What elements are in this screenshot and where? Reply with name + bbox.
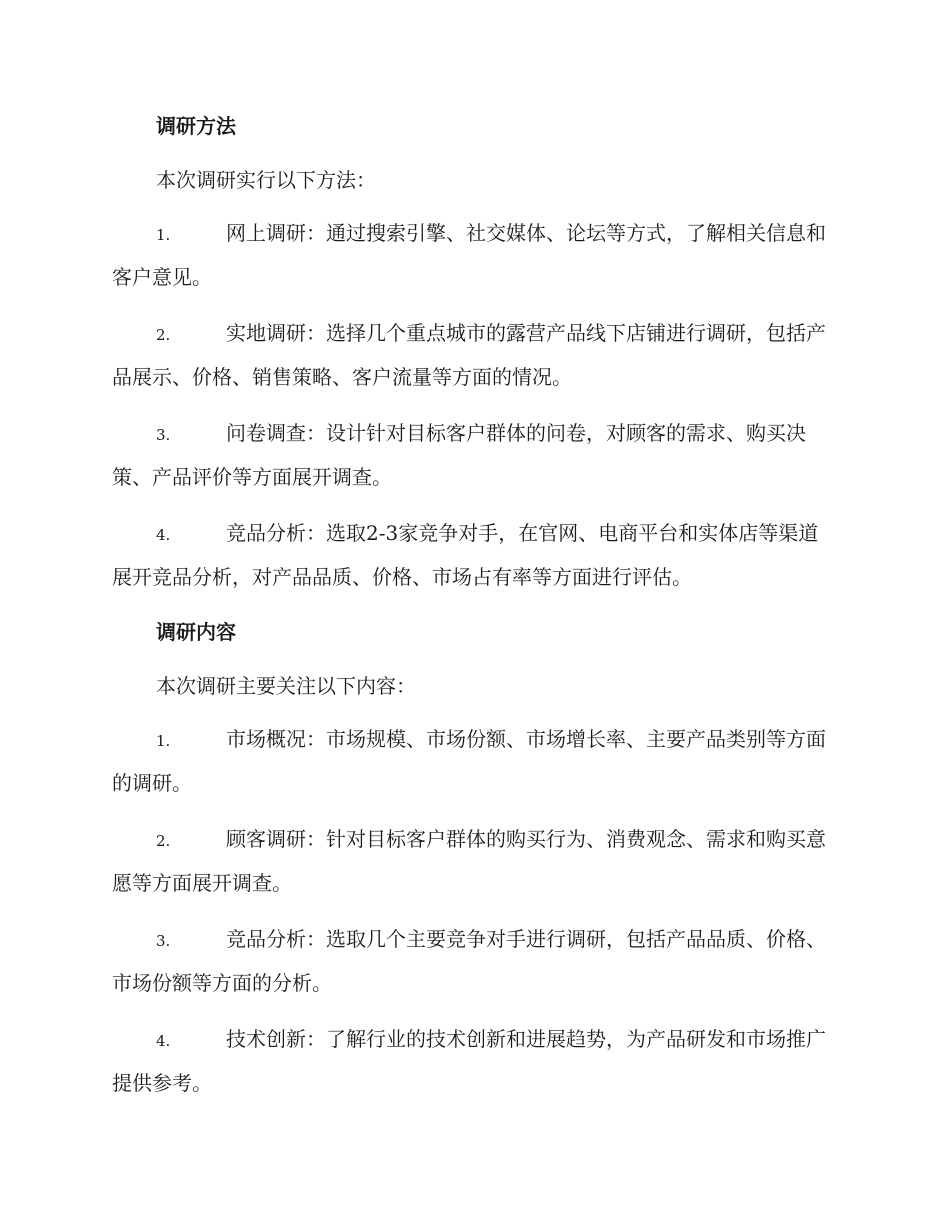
section-heading-content: 调研内容	[156, 620, 236, 644]
list-text: 技术创新：了解行业的技术创新和进展趋势，为产品研发和市场推广提供参考。	[112, 1027, 826, 1095]
list-item	[112, 412, 832, 498]
list-number: 1.	[156, 226, 171, 244]
list-text: 问卷调查：设计针对目标客户群体的问卷，对顾客的需求、购买决策、产品评价等方面展开调查。	[112, 421, 806, 489]
list-text: 实地调研：选择几个重点城市的露营产品线下店铺进行调研，包括产品展示、价格、销售策略、客户流量等方面的情况。	[112, 321, 826, 389]
list-item	[112, 212, 832, 298]
section-intro-methods: 本次调研实行以下方法：	[156, 168, 376, 192]
list-item	[112, 818, 832, 904]
list-item	[112, 512, 832, 598]
list-item	[112, 718, 832, 804]
list-number: 2.	[156, 326, 171, 344]
list-item	[112, 1018, 832, 1104]
methods-list	[112, 212, 832, 598]
content-list	[112, 718, 832, 1104]
list-item	[112, 918, 832, 1004]
list-text: 网上调研：通过搜索引擎、社交媒体、论坛等方式，了解相关信息和客户意见。	[112, 221, 826, 289]
list-number: 2.	[156, 832, 171, 850]
list-text: 顾客调研：针对目标客户群体的购买行为、消费观念、需求和购买意愿等方面展开调查。	[112, 827, 826, 895]
section-intro-content: 本次调研主要关注以下内容：	[156, 674, 416, 698]
list-number: 3.	[156, 426, 171, 444]
list-text: 竞品分析：选取2-3家竞争对手，在官网、电商平台和实体店等渠道展开竞品分析，对产品品质、价格、市场占有率等方面进行评估。	[112, 521, 819, 589]
list-number: 3.	[156, 932, 171, 950]
list-number: 4.	[156, 1032, 171, 1050]
list-text: 市场概况：市场规模、市场份额、市场增长率、主要产品类别等方面的调研。	[112, 727, 826, 795]
section-heading-methods: 调研方法	[156, 114, 236, 138]
list-number: 1.	[156, 732, 171, 750]
list-item	[112, 312, 832, 398]
list-number: 4.	[156, 526, 171, 544]
list-text: 竞品分析：选取几个主要竞争对手进行调研，包括产品品质、价格、市场份额等方面的分析。	[112, 927, 826, 995]
